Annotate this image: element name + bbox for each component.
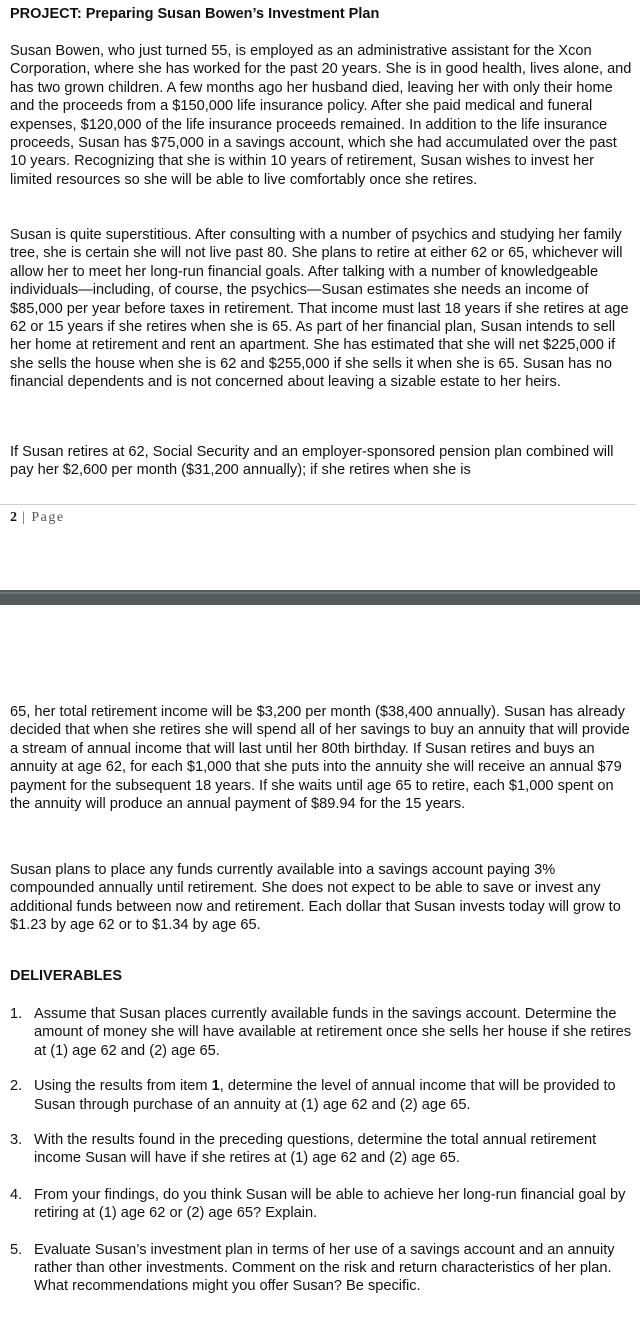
document-page-1 xyxy=(0,0,640,590)
paragraph-retirement-income: If Susan retires at 62, Social Security and an employer-sponsored pension plan combined will pay her $2,600 per month ($31,200 annually); if she retires when she is xyxy=(10,444,614,479)
project-title: PROJECT: Preparing Susan Bowen’s Investment Plan xyxy=(10,6,380,22)
item-reference: 1 xyxy=(211,1078,220,1095)
footer-separator: | xyxy=(17,510,32,525)
list-item-number: 4. xyxy=(10,1186,23,1203)
list-item xyxy=(10,1186,635,1223)
paragraph-annuity: 65, her total retirement income will be $3,200 per month ($38,400 annually). Susan has already decided that when she retires she will spend all of her savings to buy an annuity that will provide a stream of annual income that will last until her 80th birthday. If Susan retires and buys an annuity at age 62, for each $1,000 that she puts into the annuity she will receive an annual $79 payment for the subsequent 18 years. If she waits until age 65 to retire, each $1,000 spent on the annuity will produce an annual payment of $89.94 for the 15 years. xyxy=(10,704,630,813)
list-item xyxy=(10,1077,635,1114)
list-item-text: With the results found in the preceding questions, determine the total annual retirement income Susan will have if she retires at (1) age 62 and (2) age 65. xyxy=(34,1132,597,1167)
list-item xyxy=(10,1005,635,1060)
paragraph-background: Susan Bowen, who just turned 55, is employed as an administrative assistant for the Xcon Corporation, where she has worked for the past 20 years. She is in good health, lives alone, and has two grown children. A few months ago her husband died, leaving her with only their home and the proceeds from a $150,000 life insurance policy. After she paid medical and funeral expenses, $120,000 of the life insurance proceeds remained. In addition to the life insurance proceeds, Susan has $75,000 in a savings account, which she had accumulated over the past 10 years. Recognizing that she is within 10 years of retirement, Susan wishes to invest her limited resources so she will be able to live comfortably once she retires. xyxy=(10,43,632,188)
list-item-number: 5. xyxy=(10,1241,23,1258)
deliverables-list xyxy=(10,1005,635,1296)
paragraph-goals: Susan is quite superstitious. After consulting with a number of psychics and studying her family tree, she is certain she will not live past 80. She plans to retire at either 62 or 65, whichever will allow her to meet her long-run financial goals. After talking with a number of knowledgeable individuals—including, of course, the psychics—Susan estimates she needs an income of $85,000 per year before taxes in retirement. That income must last 18 years if she retires at age 62 or 15 years if she retires when she is 65. As part of her financial plan, Susan intends to sell her home at retirement and rent an apartment. She has estimated that she will net $225,000 if she sells the house when she is 62 and $255,000 if she sells it when she is 65. Susan has no financial dependents and is not concerned about leaving a sizable estate to her heirs. xyxy=(10,227,629,391)
document-page-2 xyxy=(0,605,640,1324)
list-item-number: 2. xyxy=(10,1078,23,1095)
page-number: 2 xyxy=(10,510,17,525)
list-item xyxy=(10,1131,635,1168)
list-item-text-part: Using the results from item xyxy=(34,1078,212,1095)
paragraph-savings: Susan plans to place any funds currently available into a savings account paying 3% compounded annually until retirement. She does not expect to be able to save or invest any additional funds between now and retirement. Each dollar that Susan invests today will grow to $1.23 by age 62 or to $1.34 by age 65. xyxy=(10,862,621,934)
list-item-text: Evaluate Susan’s investment plan in terms of her use of a savings account and an annuity rather than other investments. Comment on the risk and return characteristics of her plan. What recommendations might you offer Susan? Be specific. xyxy=(34,1241,615,1295)
deliverables-heading: DELIVERABLES xyxy=(10,968,122,984)
list-item-text: From your findings, do you think Susan will be able to achieve her long-run financial goal by retiring at (1) age 62 or (2) age 65? Explain. xyxy=(34,1186,626,1222)
footer-page-word: Page xyxy=(31,510,65,525)
page-footer xyxy=(10,510,65,526)
list-item-number: 3. xyxy=(10,1132,23,1149)
list-item-number: 1. xyxy=(10,1006,23,1022)
list-item-text-part: , determine the level of annual income that will be provided to Susan through purchase of an annuity at (1) age 62 and (2) age 65. xyxy=(34,1078,616,1113)
list-item-text xyxy=(34,1077,635,1114)
list-item-text: Assume that Susan places currently available funds in the savings account. Determine the amount of money she will have available at retirement once she sells her house if she retires at (1) age 62 and (2) age 65. xyxy=(34,1006,632,1059)
footer-divider xyxy=(0,504,636,505)
list-item xyxy=(10,1241,635,1296)
page-separator-edge xyxy=(0,592,640,594)
